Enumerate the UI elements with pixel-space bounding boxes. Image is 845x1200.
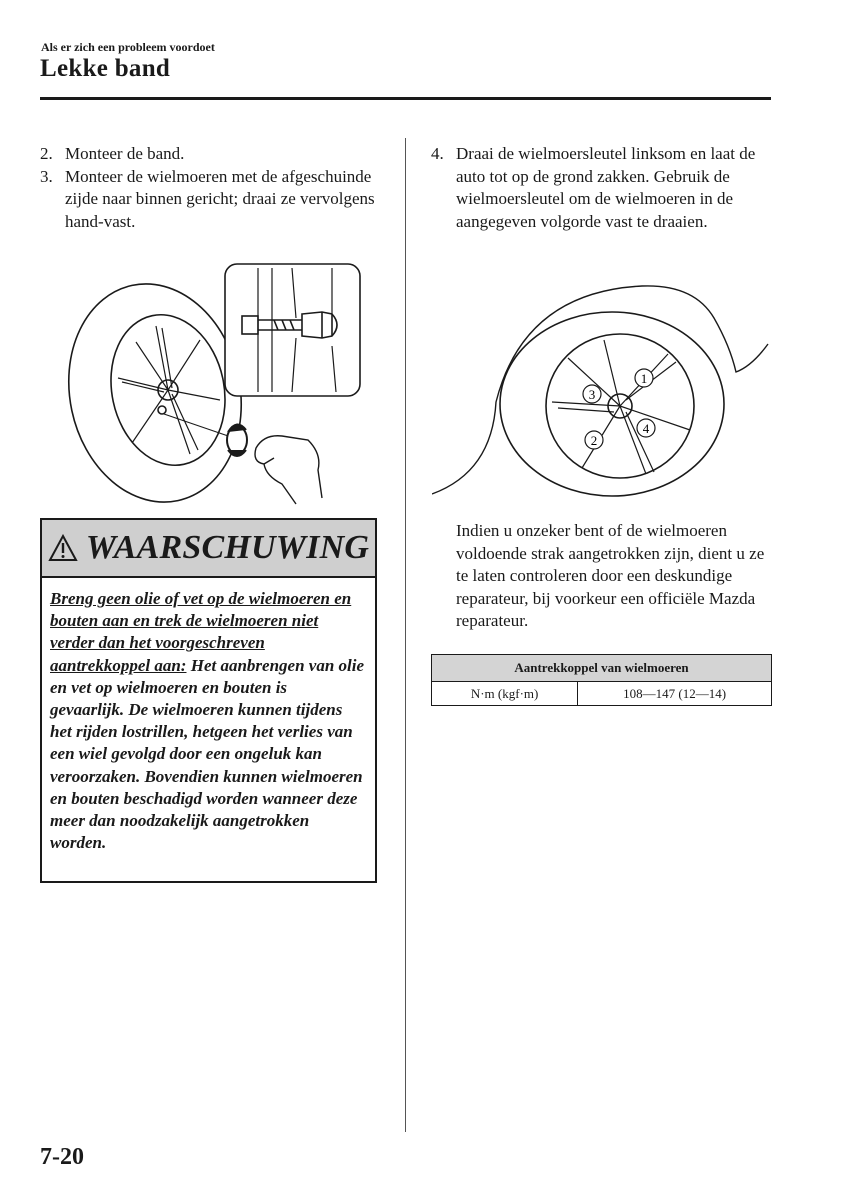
step-text: Draai de wielmoersleutel linksom en laat de auto tot op de grond zakken. Gebruik de wielmoersleutel om de wielmoeren in de aangegeven volgorde vast te draaien. <box>456 144 756 231</box>
header-rule <box>40 97 771 100</box>
torque-table <box>431 654 772 706</box>
sequence-label: 3 <box>588 387 596 402</box>
rotate-clockwise-icon <box>227 424 247 456</box>
warning-box <box>40 518 377 883</box>
step-text: Monteer de band. <box>65 144 185 163</box>
warning-triangle-icon <box>48 534 78 562</box>
step-number: 3. <box>40 166 53 186</box>
page-number: 7-20 <box>40 1144 84 1170</box>
sequence-marker-4 <box>637 419 655 437</box>
sequence-marker-3 <box>583 385 601 403</box>
step-item <box>40 143 385 166</box>
sequence-label: 4 <box>642 421 650 436</box>
sequence-label: 1 <box>640 371 648 386</box>
step-number: 4. <box>431 144 444 163</box>
sequence-marker-1 <box>635 369 653 387</box>
table-header: Aantrekkoppel van wielmoeren <box>432 655 772 682</box>
table-row <box>432 682 772 706</box>
table-header-row <box>432 655 772 682</box>
tightening-sequence-illustration <box>432 282 772 504</box>
sequence-label: 2 <box>590 433 598 448</box>
torque-value: 108—147 (12—14) <box>578 682 772 706</box>
step-item <box>40 166 385 234</box>
hand <box>255 436 322 504</box>
rim-spokes <box>118 326 220 454</box>
steps-list-right <box>431 143 771 233</box>
warning-text: Het aanbrengen van olie en vet op wielmoeren en bouten is gevaarlijk. De wielmoeren kunnen tijdens het rijden lostrillen, hetgeen het verlies van een wiel gevolgd door een ongeluk kan veroorzaken. Bovendien kunnen wielmoeren en bouten beschadigd worden wanneer deze meer dan noodzakelijk aangetrokken worden. <box>50 655 365 853</box>
warning-body <box>42 578 375 854</box>
rim-spokes <box>552 340 690 474</box>
sequence-marker-2 <box>585 431 603 449</box>
step-number: 2. <box>40 144 53 163</box>
warning-lead: Breng geen olie of vet op de wielmoeren en bouten aan en trek de wielmoeren niet verder dan het voorgeschreven aantrekkoppel aan: <box>50 589 352 675</box>
step-item <box>431 143 771 233</box>
warning-header <box>42 520 375 578</box>
torque-unit: N·m (kgf·m) <box>432 682 578 706</box>
column-divider <box>405 138 406 1132</box>
tire-outer <box>500 312 724 496</box>
warning-title: WAARSCHUWING <box>85 529 370 566</box>
page-title: Lekke band <box>40 55 171 82</box>
section-label: Als er zich een probleem voordoet <box>41 40 215 54</box>
note-text: Indien u onzeker bent of de wielmoeren voldoende strak aangetrokken zijn, dient u ze te laten controleren door een deskundige reparateur, bij voorkeur een officiële Mazda reparateur. <box>456 521 765 630</box>
wheel-nut-install-illustration <box>60 258 380 508</box>
step-text: Monteer de wielmoeren met de afgeschuinde zijde naar binnen gericht; draai ze vervolgens hand-vast. <box>65 166 375 231</box>
steps-list-left <box>40 143 385 233</box>
